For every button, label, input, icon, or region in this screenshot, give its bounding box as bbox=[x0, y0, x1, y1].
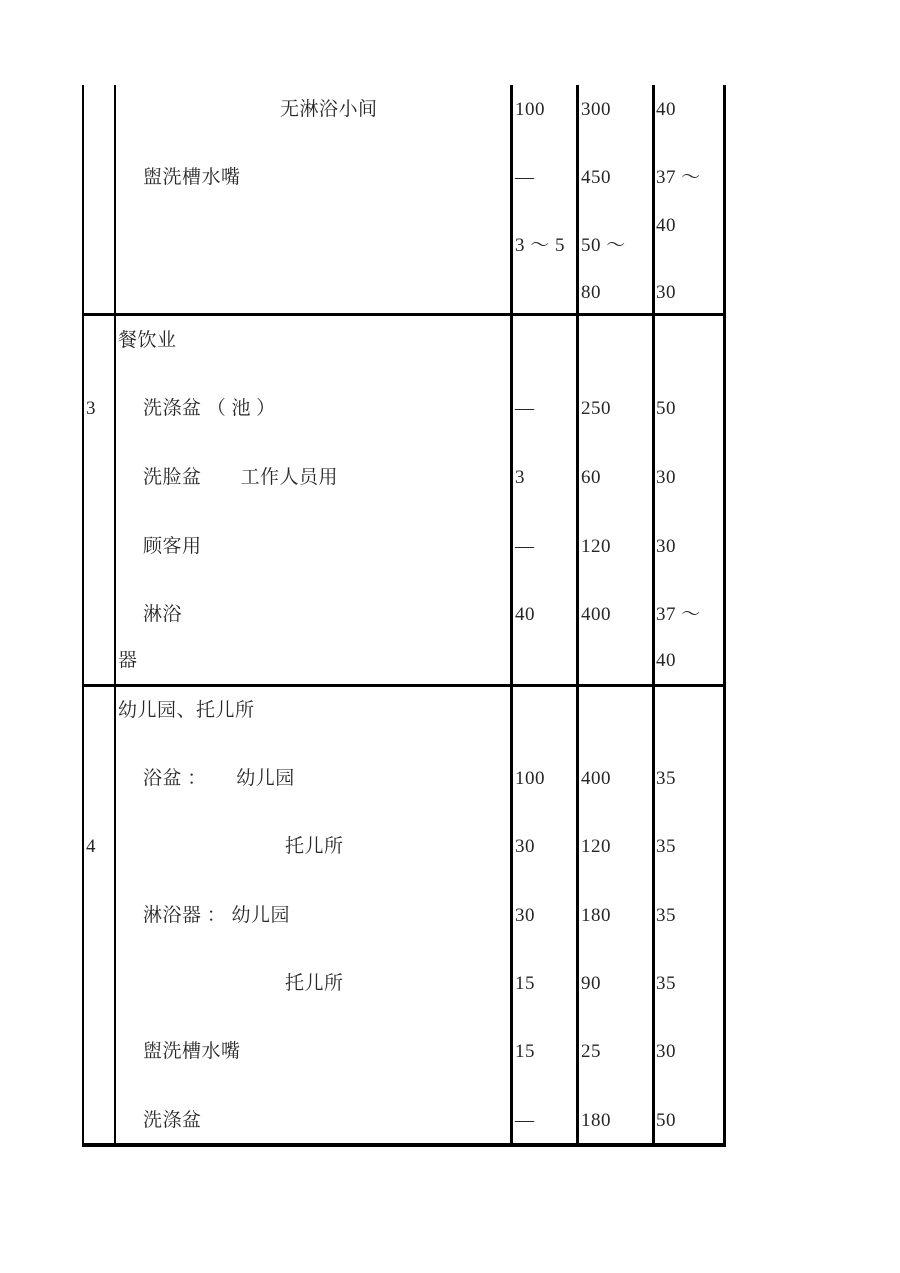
col4-value-cell: 30 bbox=[656, 536, 676, 557]
col2-value-cell: 15 bbox=[515, 973, 535, 994]
table-border-horizontal bbox=[82, 1143, 726, 1147]
col2-value-cell: 40 bbox=[515, 604, 535, 625]
col4-value-cell: 50 bbox=[656, 1110, 676, 1131]
fixture-name-cell: 餐饮业 bbox=[118, 330, 177, 351]
fixture-name-cell: 洗涤盆 （ 池 ） bbox=[143, 398, 276, 419]
table-border-vertical bbox=[82, 85, 84, 1143]
col2-value-cell: 3 bbox=[515, 467, 525, 488]
col4-value-cell: 30 bbox=[656, 1041, 676, 1062]
col4-value-cell: 50 bbox=[656, 398, 676, 419]
col4-value-cell: 35 bbox=[656, 768, 676, 789]
col4-value-cell: 35 bbox=[656, 973, 676, 994]
col2-value-cell: — bbox=[515, 398, 535, 419]
row-number-cell: 3 bbox=[86, 398, 96, 419]
fixture-name-cell: 托儿所 bbox=[285, 973, 344, 994]
col3-value-cell: 80 bbox=[581, 282, 601, 303]
col4-value-cell: 35 bbox=[656, 836, 676, 857]
col2-value-cell: 30 bbox=[515, 905, 535, 926]
fixture-name-cell: 洗脸盆 工作人员用 bbox=[143, 467, 339, 488]
fixture-name-cell: 盥洗槽水嘴 bbox=[143, 1041, 241, 1062]
table-border-horizontal bbox=[82, 313, 726, 316]
col2-value-cell: — bbox=[515, 167, 535, 188]
col3-value-cell: 400 bbox=[581, 768, 611, 789]
col4-value-cell: 37 ～ bbox=[656, 604, 701, 625]
col4-value-cell: 30 bbox=[656, 467, 676, 488]
table-border-vertical bbox=[510, 85, 513, 1143]
fixture-name-cell: 幼儿园、托儿所 bbox=[118, 700, 255, 721]
fixture-name-cell: 淋浴 bbox=[143, 604, 183, 625]
table-border-vertical bbox=[723, 85, 726, 1143]
col4-value-cell: 35 bbox=[656, 905, 676, 926]
col2-value-cell: 3 ～ 5 bbox=[515, 235, 566, 256]
col3-value-cell: 90 bbox=[581, 973, 601, 994]
table-border-vertical bbox=[114, 85, 116, 1143]
col3-value-cell: 180 bbox=[581, 905, 611, 926]
col2-value-cell: 100 bbox=[515, 99, 545, 120]
col2-value-cell: — bbox=[515, 1110, 535, 1131]
fixture-name-cell: 洗涤盆 bbox=[143, 1110, 202, 1131]
col3-value-cell: 50 ～ bbox=[581, 235, 626, 256]
fixture-name-cell: 盥洗槽水嘴 bbox=[143, 167, 241, 188]
col4-value-cell: 40 bbox=[656, 99, 676, 120]
table-border-vertical bbox=[652, 85, 655, 1143]
col3-value-cell: 60 bbox=[581, 467, 601, 488]
col4-value-cell: 30 bbox=[656, 282, 676, 303]
fixture-name-cell: 无淋浴小间 bbox=[280, 99, 378, 120]
fixture-name-cell: 顾客用 bbox=[143, 536, 202, 557]
col3-value-cell: 120 bbox=[581, 536, 611, 557]
col3-value-cell: 400 bbox=[581, 604, 611, 625]
table-border-vertical bbox=[576, 85, 579, 1143]
col4-value-cell: 40 bbox=[656, 215, 676, 236]
col2-value-cell: 100 bbox=[515, 768, 545, 789]
fixture-name-cell: 淋浴器 ： 幼儿园 bbox=[143, 905, 291, 926]
col2-value-cell: — bbox=[515, 536, 535, 557]
row-number-cell: 4 bbox=[86, 836, 96, 857]
fixture-name-cell: 器 bbox=[118, 650, 138, 671]
fixture-name-cell: 托儿所 bbox=[285, 836, 344, 857]
col3-value-cell: 25 bbox=[581, 1041, 601, 1062]
col2-value-cell: 30 bbox=[515, 836, 535, 857]
col4-value-cell: 40 bbox=[656, 650, 676, 671]
col3-value-cell: 250 bbox=[581, 398, 611, 419]
col2-value-cell: 15 bbox=[515, 1041, 535, 1062]
col3-value-cell: 120 bbox=[581, 836, 611, 857]
col4-value-cell: 37 ～ bbox=[656, 167, 701, 188]
col3-value-cell: 450 bbox=[581, 167, 611, 188]
col3-value-cell: 300 bbox=[581, 99, 611, 120]
fixture-name-cell: 浴盆 ： 幼儿园 bbox=[143, 768, 295, 789]
table-border-horizontal bbox=[82, 684, 726, 687]
col3-value-cell: 180 bbox=[581, 1110, 611, 1131]
